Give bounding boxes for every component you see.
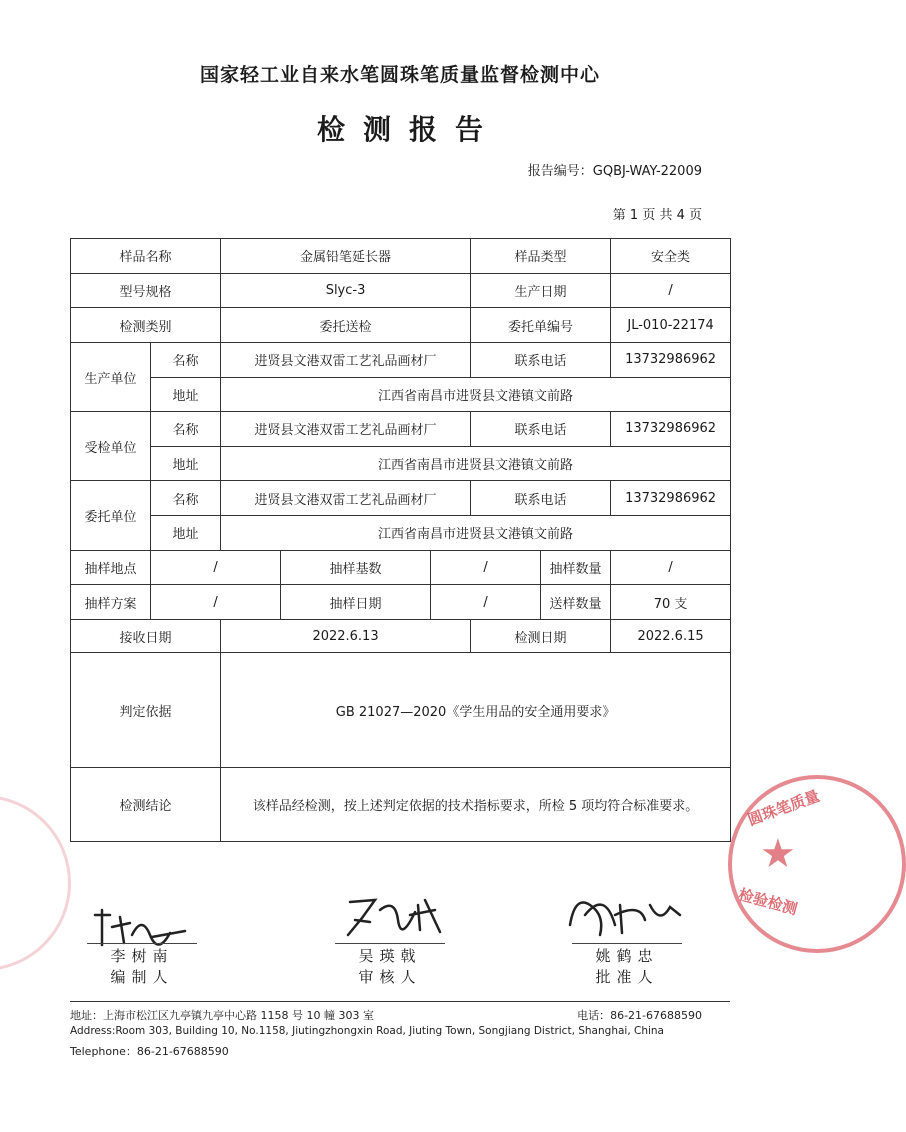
table-row [71, 767, 731, 841]
sampling-date-label: 抽样日期 [281, 585, 431, 620]
conclusion-label: 检测结论 [71, 767, 221, 841]
reviewer-signature-line [335, 943, 445, 944]
order-number-value: JL-010-22174 [611, 308, 731, 343]
faded-stamp-left [0, 795, 71, 971]
production-date-label: 生产日期 [471, 273, 611, 308]
footer-address-cn: 地址：上海市松江区九亭镇九亭中心路 1158 号 10 幢 303 室 [70, 1009, 374, 1022]
star-icon: ★ [760, 831, 796, 877]
compiler-signature-line [87, 943, 197, 944]
approver-signature [560, 885, 690, 945]
doc-title: 检测报告 [316, 113, 501, 146]
table-row [71, 585, 731, 620]
official-stamp [728, 775, 906, 953]
reviewer-role: 审核人 [358, 968, 422, 986]
sample-type-value: 安全类 [611, 239, 731, 274]
producer-address-value: 江西省南昌市进贤县文港镇文前路 [221, 377, 731, 412]
sample-type-label: 样品类型 [471, 239, 611, 274]
model-label: 型号规格 [71, 273, 221, 308]
conclusion-value: 该样品经检测，按上述判定依据的技术指标要求，所检 5 项均符合标准要求。 [221, 767, 731, 841]
table-row [71, 273, 731, 308]
basis-label: 判定依据 [71, 653, 221, 767]
reviewer-name: 吴瑛戟 [358, 947, 422, 965]
table-row [71, 308, 731, 343]
inspected-name-value: 进贤县文港双雷工艺礼品画材厂 [221, 412, 471, 447]
client-name-label: 名称 [151, 481, 221, 516]
stamp-text-top: 圆珠笔质量 [745, 786, 823, 830]
table-row [71, 446, 731, 481]
basis-value: GB 21027—2020《学生用品的安全通用要求》 [221, 653, 731, 767]
sample-name-value: 金属铅笔延长器 [221, 239, 471, 274]
producer-phone-label: 联系电话 [471, 342, 611, 377]
inspected-phone-value: 13732986962 [611, 412, 731, 447]
compiler-role: 编制人 [110, 968, 174, 986]
client-phone-label: 联系电话 [471, 481, 611, 516]
sample-name-label: 样品名称 [71, 239, 221, 274]
reviewer-signature [340, 890, 450, 945]
client-phone-value: 13732986962 [611, 481, 731, 516]
receive-date-label: 接收日期 [71, 619, 221, 653]
producer-name-value: 进贤县文港双雷工艺礼品画材厂 [221, 342, 471, 377]
sampling-place-value: / [151, 550, 281, 585]
inspected-phone-label: 联系电话 [471, 412, 611, 447]
client-unit-label: 委托单位 [71, 481, 151, 550]
sampling-qty-value: / [611, 550, 731, 585]
producer-name-label: 名称 [151, 342, 221, 377]
table-row [71, 619, 731, 653]
approver-role: 批准人 [595, 968, 659, 986]
client-address-label: 地址 [151, 516, 221, 551]
sampling-base-value: / [431, 550, 541, 585]
table-row [71, 481, 731, 516]
table-row [71, 412, 731, 447]
table-row [71, 653, 731, 767]
inspected-address-label: 地址 [151, 446, 221, 481]
table-row [71, 342, 731, 377]
sampling-plan-label: 抽样方案 [71, 585, 151, 620]
page-info: 第 1 页 共 4 页 [612, 208, 702, 223]
producer-phone-value: 13732986962 [611, 342, 731, 377]
test-category-value: 委托送检 [221, 308, 471, 343]
order-number-label: 委托单编号 [471, 308, 611, 343]
inspected-address-value: 江西省南昌市进贤县文港镇文前路 [221, 446, 731, 481]
table-row [71, 239, 731, 274]
table-row [71, 516, 731, 551]
stamp-text-bottom: 检验检测 [736, 885, 800, 919]
sampling-plan-value: / [151, 585, 281, 620]
client-name-value: 进贤县文港双雷工艺礼品画材厂 [221, 481, 471, 516]
producer-address-label: 地址 [151, 377, 221, 412]
client-address-value: 江西省南昌市进贤县文港镇文前路 [221, 516, 731, 551]
table-row [71, 377, 731, 412]
model-value: Slyc-3 [221, 273, 471, 308]
org-title: 国家轻工业自来水笔圆珠笔质量监督检测中心 [199, 64, 600, 86]
approver-name: 姚鹤忠 [595, 947, 659, 965]
sampling-qty-label: 抽样数量 [541, 550, 611, 585]
production-date-value: / [611, 273, 731, 308]
sampling-date-value: / [431, 585, 541, 620]
inspected-name-label: 名称 [151, 412, 221, 447]
report-number: 报告编号：GQBJ-WAY-22009 [527, 164, 702, 179]
sent-qty-label: 送样数量 [541, 585, 611, 620]
producer-label: 生产单位 [71, 342, 151, 411]
sampling-place-label: 抽样地点 [71, 550, 151, 585]
receive-date-value: 2022.6.13 [221, 619, 471, 653]
footer-phone-en: Telephone：86-21-67688590 [70, 1045, 229, 1058]
report-table [70, 238, 731, 842]
test-category-label: 检测类别 [71, 308, 221, 343]
footer-phone-cn: 电话：86-21-67688590 [577, 1009, 702, 1022]
footer-address-en: Address:Room 303, Building 10, No.1158, Jiutingzhongxin Road, Jiuting Town, Songjiang District, Shanghai, China [70, 1025, 664, 1037]
test-date-label: 检测日期 [471, 619, 611, 653]
approver-signature-line [572, 943, 682, 944]
test-date-value: 2022.6.15 [611, 619, 731, 653]
sampling-base-label: 抽样基数 [281, 550, 431, 585]
footer-divider [70, 1001, 730, 1002]
inspected-unit-label: 受检单位 [71, 412, 151, 481]
sent-qty-value: 70 支 [611, 585, 731, 620]
table-row [71, 550, 731, 585]
compiler-name: 李树南 [110, 947, 174, 965]
